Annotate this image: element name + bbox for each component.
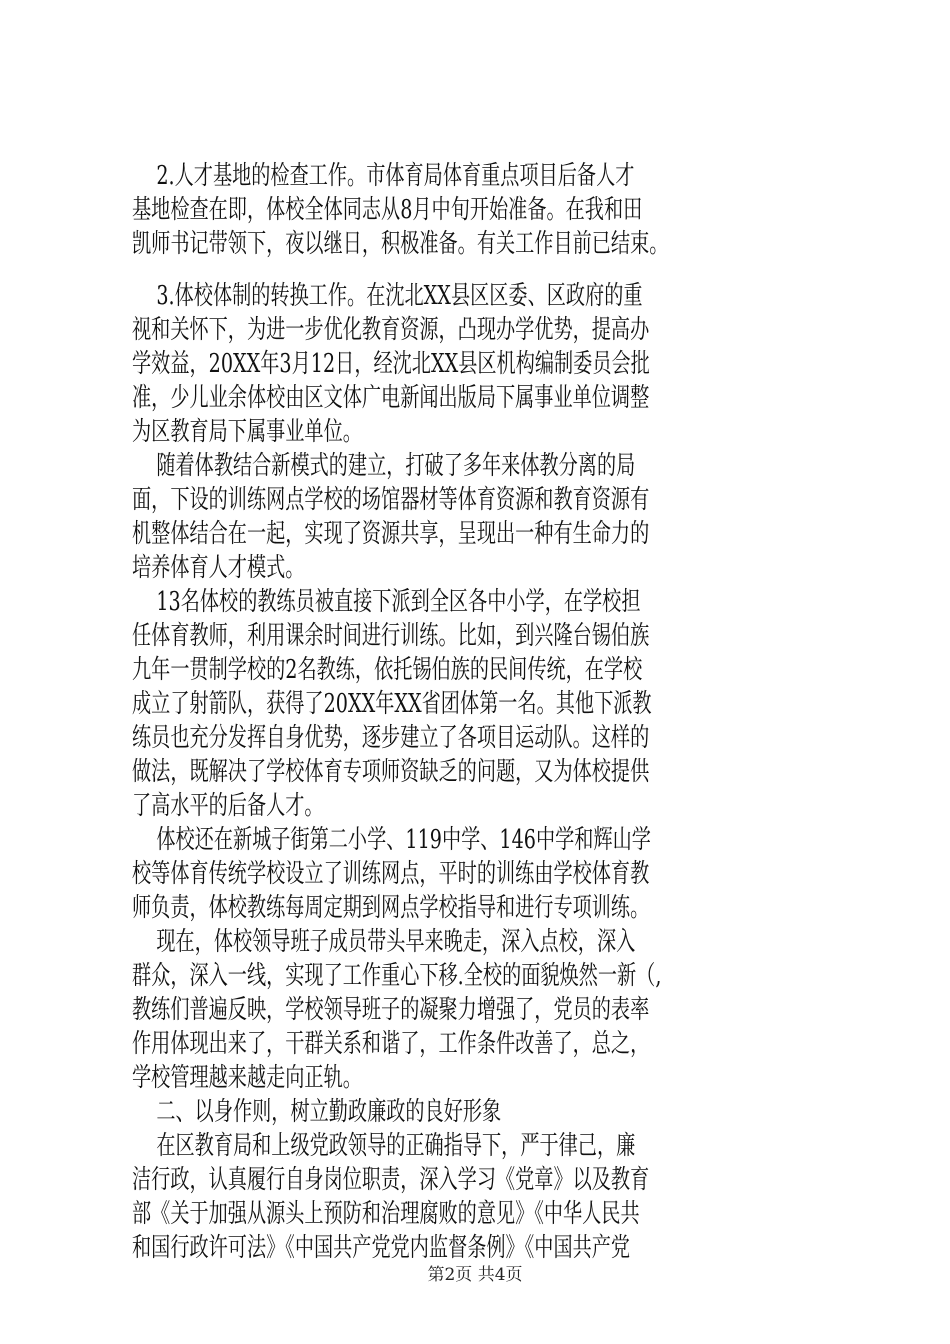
text-line: 做法，既解决了学校体育专项师资缺乏的问题，又为体校提供 [132,757,650,787]
text-line: 凯师书记带领下，夜以继日，积极准备。有关工作目前已结束。 [132,229,669,259]
text-line: 基地检查在即，体校全体同志从8月中旬开始准备。在我和田 [132,195,643,225]
text-line: 3.体校体制的转换工作。在沈北XX县区区委、区政府的重 [132,281,643,311]
text-line: 学效益，20XX年3月12日，经沈北XX县区机构编制委员会批 [132,349,650,379]
text-line: 校等体育传统学校设立了训练网点，平时的训练由学校体育教 [132,859,650,889]
text-line: 洁行政，认真履行自身岗位职责，深入学习《党章》以及教育 [132,1165,650,1195]
text-line: 九年一贯制学校的2名教练，依托锡伯族的民间传统，在学校 [132,655,643,685]
text-line: 准，少儿业余体校由区文体广电新闻出版局下属事业单位调整 [132,383,650,413]
text-line: 在区教育局和上级党政领导的正确指导下，严于律己，廉 [132,1131,636,1161]
text-line: 培养体育人才模式。 [132,553,305,583]
text-line: 随着体教结合新模式的建立，打破了多年来体教分离的局 [132,451,636,481]
text-line: 学校管理越来越走向正轨。 [132,1063,362,1093]
page-footer: 第2页 共4页 [427,1265,523,1285]
text-line: 群众，深入一线，实现了工作重心下移.全校的面貌焕然一新（, [132,961,662,991]
text-line: 体校还在新城子街第二小学、119中学、146中学和辉山学 [132,825,651,855]
text-line: 二、以身作则，树立勤政廉政的良好形象 [132,1097,502,1127]
text-line: 和国行政许可法》《中国共产党党内监督条例》《中国共产党 [132,1233,631,1263]
text-line: 为区教育局下属事业单位。 [132,417,362,447]
text-line: 视和关怀下，为进一步优化教育资源，凸现办学优势，提高办 [132,315,650,345]
text-line: 了高水平的后备人才。 [132,791,324,821]
text-line: 2.人才基地的检查工作。市体育局体育重点项目后备人才 [132,161,635,191]
text-line: 练员也充分发挥自身优势，逐步建立了各项目运动队。这样的 [132,723,650,753]
text-line: 成立了射箭队，获得了20XX年XX省团体第一名。其他下派教 [132,689,652,719]
text-line: 作用体现出来了，干群关系和谐了，工作条件改善了，总之， [132,1029,650,1059]
text-line: 师负责，体校教练每周定期到网点学校指导和进行专项训练。 [132,893,650,923]
text-line: 任体育教师，利用课余时间进行训练。比如，到兴隆台锡伯族 [132,621,650,651]
text-line: 面，下设的训练网点学校的场馆器材等体育资源和教育资源有 [132,485,650,515]
text-line: 教练们普遍反映，学校领导班子的凝聚力增强了，党员的表率 [132,995,650,1025]
text-line: 现在，体校领导班子成员带头早来晚走，深入点校，深入 [132,927,636,957]
text-line: 13名体校的教练员被直接下派到全区各中小学，在学校担 [132,587,641,617]
text-line: 机整体结合在一起，实现了资源共享，呈现出一种有生命力的 [132,519,650,549]
text-line: 部《关于加强从源头上预防和治理腐败的意见》《中华人民共 [132,1199,640,1229]
